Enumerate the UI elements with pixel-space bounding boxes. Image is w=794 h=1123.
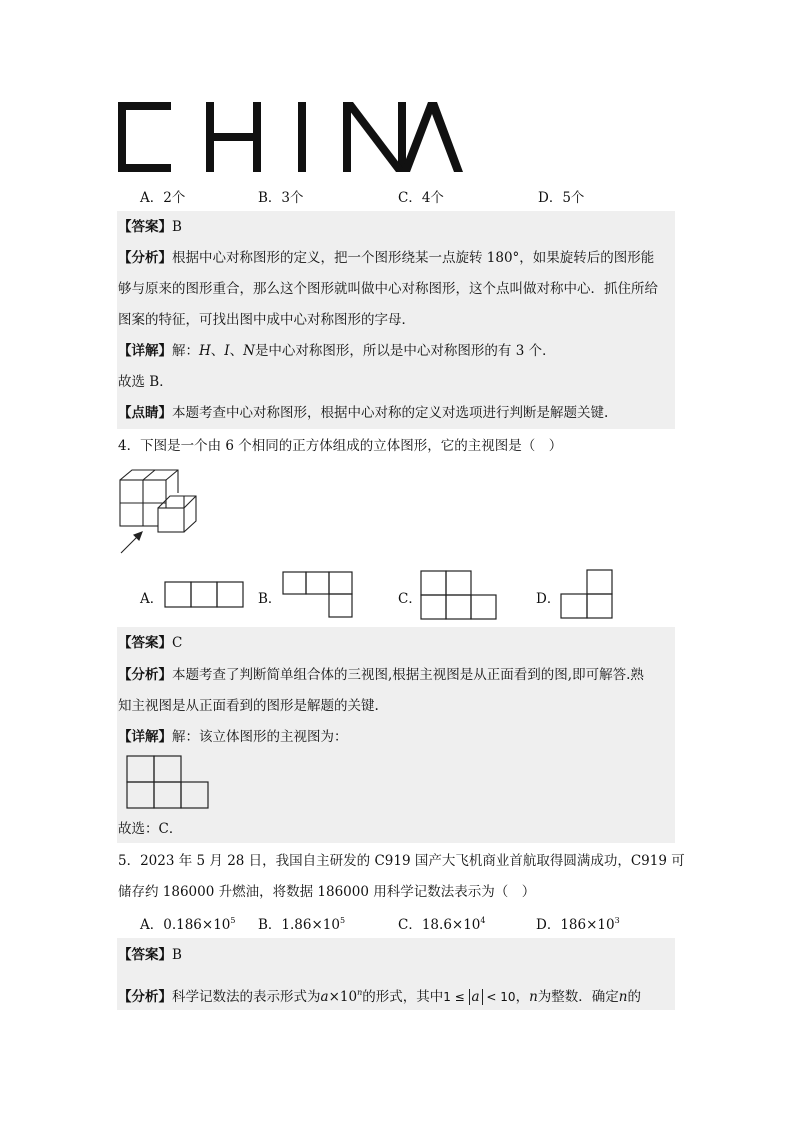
detail-label: 【详解】: [118, 343, 172, 359]
q5-answer: [118, 945, 182, 965]
q3-analysis-line3: 图案的特征，可找出图中成中心对称图形的字母．: [118, 312, 415, 328]
analysis-p4: 为整数．确定: [537, 989, 619, 1005]
q3-option-b: B．3个: [258, 190, 304, 206]
answer-label: 【答案】: [118, 219, 172, 235]
analysis-p1: 科学记数法的表示形式为: [172, 989, 321, 1005]
separator: 、: [210, 343, 225, 359]
q5-stem-line1: 5．2023 年 5 月 28 日，我国自主研发的 C919 国产大飞机商业首航取得圆满成功，C919 可: [118, 853, 685, 869]
q3-detail: [118, 341, 556, 361]
analysis-label: 【分析】: [118, 250, 172, 266]
analysis-p3: ，: [515, 989, 530, 1005]
q4-detail: [118, 727, 348, 747]
abs-value-a: a: [469, 989, 483, 1005]
option-letter: B．: [258, 917, 282, 933]
q3-option-d: D．5个: [538, 190, 585, 206]
detail-text: 解：该立体图形的主视图为：: [172, 729, 348, 745]
q4-stem: 4．下图是一个由 6 个相同的正方体组成的立体图形，它的主视图是（ ）: [118, 438, 563, 454]
q4-answer: [118, 633, 182, 653]
var-n-exponent: n: [357, 988, 363, 997]
q3-option-a: A．2个: [140, 190, 186, 206]
q4-option-b-letter: B．: [258, 591, 282, 607]
option-mantissa: 1.86×10: [281, 917, 340, 933]
q3-option-c: C．4个: [398, 190, 444, 206]
q5-option-c: [398, 913, 486, 933]
analysis-p5: 的: [627, 989, 641, 1005]
detail-label: 【详解】: [118, 729, 172, 745]
answer-text: C: [172, 635, 183, 651]
china-letters-image: [118, 102, 468, 174]
q4-option-a-letter: A．: [140, 591, 164, 607]
option-mantissa: 18.6×10: [421, 917, 481, 933]
q4-choice: 故选：C．: [118, 821, 183, 837]
q4-cube-figure: [118, 468, 203, 558]
analysis-label: 【分析】: [118, 667, 172, 683]
q3-answer: [118, 217, 182, 237]
q4-option-c-letter: C．: [398, 591, 422, 607]
inequality-right: < 10: [482, 990, 516, 1004]
option-letter: A．: [140, 917, 164, 933]
q5-option-d: [536, 913, 620, 933]
q4-answer-figure: [126, 755, 212, 811]
comment-text: 本题考查中心对称图形，根据中心对称的定义对选项进行判断是解题关键.: [172, 405, 609, 421]
letter-i: I: [224, 343, 230, 359]
q3-analysis-line2: 够与原来的图形重合，那么这个图形就叫做中心对称图形，这个点叫做对称中心．抓住所给: [118, 281, 658, 297]
q5-option-a: [140, 913, 235, 933]
q4-analysis-line2: 知主视图是从正面看到的图形是解题的关键.: [118, 698, 379, 714]
option-exponent: 5: [339, 916, 346, 925]
letter-h: H: [199, 343, 211, 359]
option-letter: C．: [398, 917, 422, 933]
answer-text: B: [172, 947, 182, 963]
q4-option-d-figure: [560, 569, 616, 621]
separator: 、: [229, 343, 244, 359]
q5-analysis-line1: [118, 983, 641, 1007]
analysis-label: 【分析】: [118, 989, 172, 1005]
comment-label: 【点睛】: [118, 405, 172, 421]
option-mantissa: 186×10: [560, 917, 615, 933]
option-exponent: 4: [480, 916, 486, 925]
detail-suffix: 是中心对称图形，所以是中心对称图形的有 3 个．: [254, 343, 556, 359]
q3-choice: 故选 B．: [118, 374, 173, 390]
option-exponent: 5: [230, 916, 236, 925]
q4-option-d-letter: D．: [536, 591, 561, 607]
inequality-left: 1 ≤: [443, 990, 469, 1004]
q4-option-b-figure: [282, 571, 356, 619]
var-n: n: [618, 989, 628, 1005]
detail-prefix: 解：: [172, 343, 199, 359]
q4-option-c-figure: [420, 570, 498, 622]
analysis-p2: 的形式，其中: [362, 989, 444, 1005]
var-a: a: [320, 989, 329, 1005]
option-mantissa: 0.186×10: [163, 917, 231, 933]
answer-label: 【答案】: [118, 635, 172, 651]
times-ten: ×10: [328, 989, 358, 1005]
q4-option-a-figure: [164, 581, 246, 609]
var-n: n: [529, 989, 538, 1005]
analysis-text: 根据中心对称图形的定义，把一个图形绕某一点旋转 180°，如果旋转后的图形能: [172, 250, 655, 266]
q3-analysis-line1: [118, 248, 654, 268]
q5-stem-line2: 储存约 186000 升燃油，将数据 186000 用科学记数法表示为（ ）: [118, 884, 536, 900]
q4-analysis-line1: [118, 665, 644, 685]
answer-label: 【答案】: [118, 947, 172, 963]
option-exponent: 3: [614, 916, 620, 925]
analysis-text: 本题考查了判断简单组合体的三视图,根据主视图是从正面看到的图,即可解答.熟: [172, 667, 644, 683]
q3-comment: [118, 403, 608, 423]
option-letter: D．: [536, 917, 561, 933]
answer-text: B: [172, 219, 182, 235]
letter-n: N: [243, 343, 255, 359]
q5-option-b: [258, 913, 345, 933]
